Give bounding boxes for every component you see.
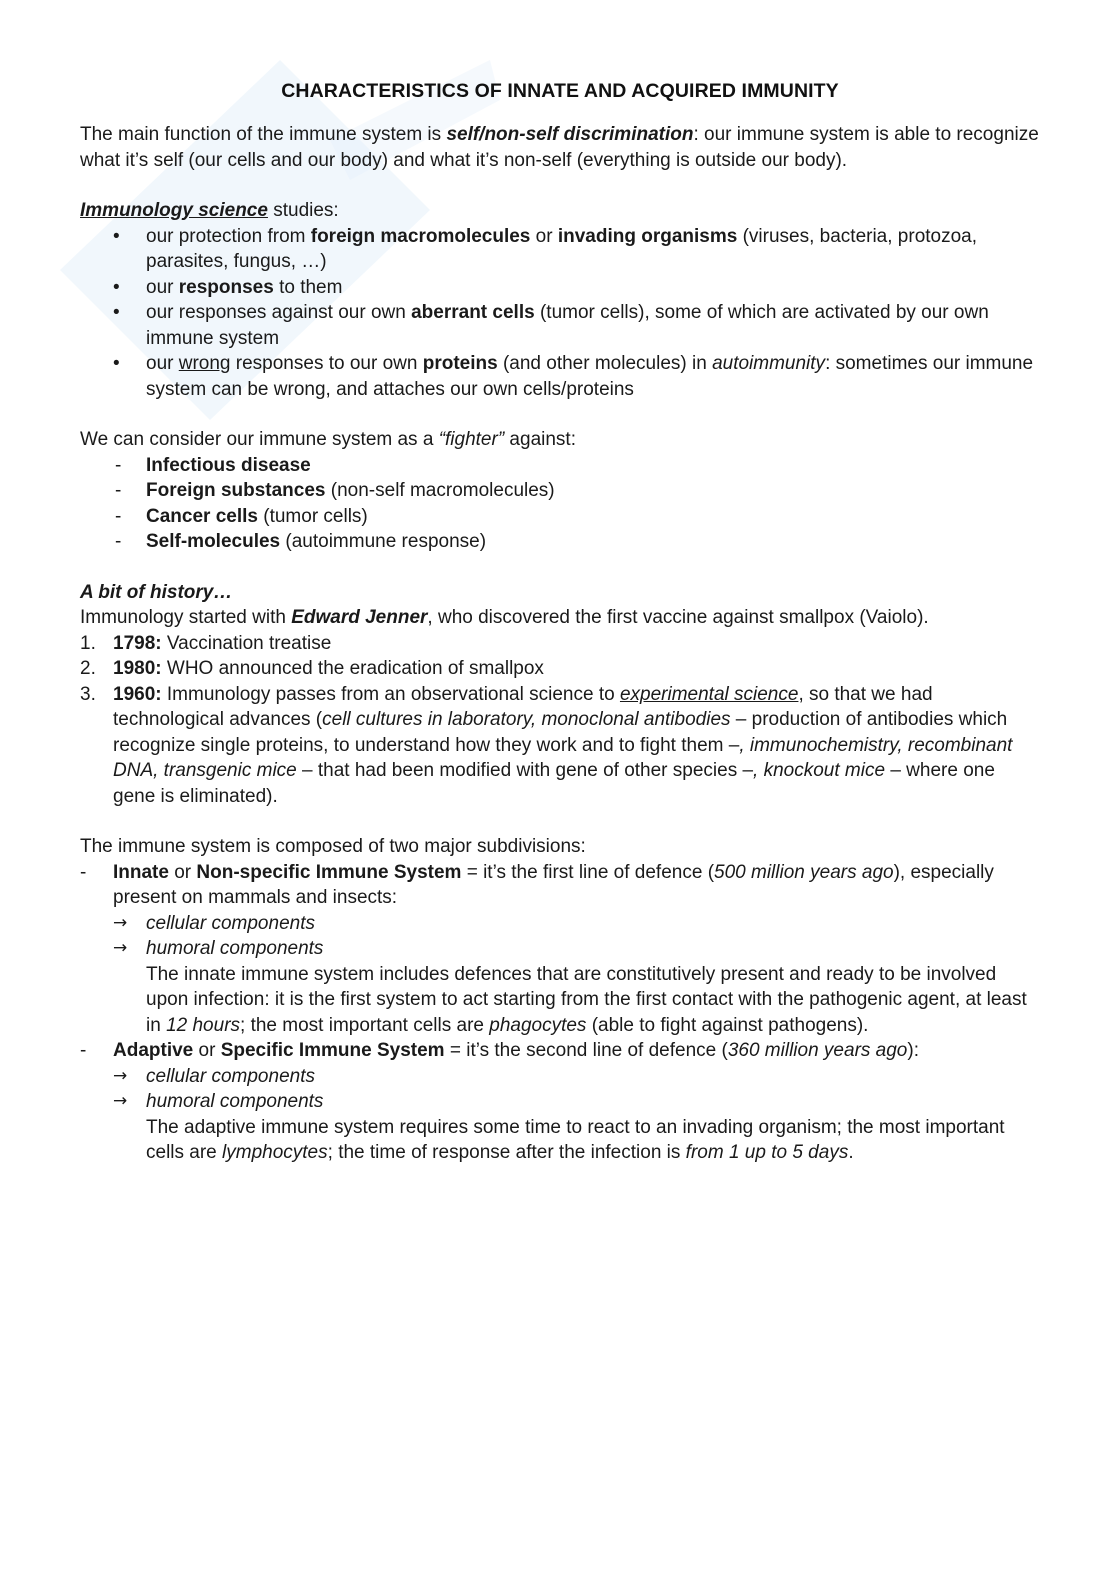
fighter-text-2: against: <box>504 429 576 450</box>
item-text: our <box>146 276 179 298</box>
item-bold: proteins <box>422 353 498 374</box>
innate-cellular <box>113 911 1040 937</box>
item-text: or <box>530 225 558 247</box>
number-marker: 1. <box>80 632 96 654</box>
item-italic-underline: experimental science <box>619 683 799 705</box>
system-intro: The immune system is composed of two major subdivisions: <box>80 836 586 857</box>
item-text: , so that we had technological advances ( <box>113 683 933 730</box>
dash-marker: - <box>80 1040 87 1061</box>
item-text: (non-self macromolecules) <box>325 480 555 501</box>
innate-label: Innate <box>113 861 169 883</box>
item-text: WHO announced the eradication of smallpox <box>161 658 544 679</box>
item-bold: aberrant cells <box>411 302 535 323</box>
item-text: (tumor cells) <box>257 505 368 527</box>
item-text: – that had been modified with gene of other species – <box>296 760 754 781</box>
item-text: = it’s the first line of defence ( <box>461 861 715 883</box>
innate-humoral <box>113 936 1040 962</box>
item-text: our responses against our own <box>146 302 412 323</box>
dash-marker: - <box>115 454 122 476</box>
item-text: The adaptive immune system requires some time to react to an invading organism; the most important cells are <box>146 1116 1005 1163</box>
item-bold: foreign macromolecules <box>310 225 531 247</box>
history-text-2: , who discovered the first vaccine against smallpox (Vaiolo). <box>427 607 929 628</box>
history-emphasis: Edward Jenner <box>291 607 428 628</box>
component-label: cellular components <box>146 1065 315 1087</box>
system-list <box>80 860 1040 1166</box>
arrow-icon: → <box>113 912 128 933</box>
item-text: or <box>168 861 197 883</box>
fighter-text-1: We can consider our immune system as a <box>80 429 439 450</box>
component-label: humoral components <box>146 1091 324 1112</box>
dash-marker: - <box>115 505 122 527</box>
item-text: (viruses, bacteria, protozoa, parasites, fungus, …) <box>146 225 978 272</box>
item-bold: responses <box>178 276 274 298</box>
adaptive-label: Adaptive <box>113 1040 194 1061</box>
history-list <box>80 631 1040 810</box>
list-item <box>80 224 1040 275</box>
list-item <box>80 631 1040 657</box>
adaptive-cellular <box>113 1064 1040 1090</box>
fighter-italic: “fighter” <box>438 429 505 450</box>
item-text: = it’s the second line of defence ( <box>444 1040 728 1061</box>
item-text: Immunology passes from an observational science to <box>161 683 620 705</box>
adaptive-description <box>113 1115 1040 1166</box>
bullet-marker: • <box>113 225 120 247</box>
item-text: to them <box>273 276 343 298</box>
item-text: responses to our own <box>230 353 423 374</box>
intro-text-2: : our immune system is able to recognize what it’s self (our cells and our body) and what it’s non-self (everything is outside our body). <box>80 124 1039 171</box>
item-italic: cell cultures in laboratory, monoclonal antibodies <box>322 709 731 730</box>
science-list <box>80 224 1040 403</box>
adaptive-humoral <box>113 1089 1040 1115</box>
science-heading-rest: studies: <box>267 200 339 221</box>
innate-item <box>80 860 1040 1039</box>
page-title: CHARACTERISTICS OF INNATE AND ACQUIRED IMMUNITY <box>281 80 839 102</box>
number-marker: 3. <box>80 683 96 705</box>
item-text: ; the most important cells are <box>240 1014 490 1036</box>
item-text: (able to fight against pathogens). <box>586 1014 869 1036</box>
item-bold: invading organisms <box>557 225 738 247</box>
item-text: our <box>146 353 179 374</box>
science-heading <box>80 198 1040 224</box>
arrow-icon: → <box>113 1065 128 1086</box>
adaptive-item <box>80 1038 1040 1166</box>
adaptive-label-2: Specific Immune System <box>220 1040 445 1061</box>
fighter-intro <box>80 427 1040 453</box>
item-text: . <box>848 1142 854 1163</box>
list-item <box>80 275 1040 301</box>
item-text: – production of antibodies which recognize single proteins, to understand how they work and to fight them – <box>113 709 1008 756</box>
history-text-1: Immunology started with <box>80 607 292 628</box>
year-label: 1980: <box>113 658 162 679</box>
year-label: 1960: <box>113 683 162 705</box>
item-text: or <box>193 1040 221 1061</box>
item-italic: lymphocytes <box>222 1142 328 1163</box>
item-italic: , knockout mice <box>753 760 886 781</box>
list-item <box>80 529 1040 555</box>
bullet-marker: • <box>113 353 120 374</box>
item-text: (autoimmune response) <box>280 531 487 552</box>
item-bold: Self-molecules <box>146 531 281 552</box>
item-bold: Cancer cells <box>146 505 258 527</box>
item-italic: 500 million years ago <box>714 861 894 883</box>
item-text: – where one gene is eliminated). <box>113 760 995 807</box>
item-italic: , immunochemistry, recombinant DNA, transgenic mice <box>113 734 1013 781</box>
dash-marker: - <box>115 480 122 501</box>
intro-paragraph <box>80 122 1040 173</box>
dash-marker: - <box>115 531 122 552</box>
item-text: ), especially present on mammals and insects: <box>113 861 994 908</box>
component-label: cellular components <box>146 912 315 934</box>
arrow-icon: → <box>113 1091 128 1111</box>
number-marker: 2. <box>80 658 96 679</box>
innate-description <box>113 962 1040 1039</box>
item-text: : sometimes our immune system can be wrong, and attaches our own cells/proteins <box>146 353 1034 400</box>
intro-emphasis: self/non-self discrimination <box>446 124 694 145</box>
innate-label-2: Non-specific Immune System <box>196 861 462 883</box>
science-heading-label: Immunology science <box>80 200 268 221</box>
item-text: (tumor cells), some of which are activated by our own immune system <box>146 302 989 349</box>
list-item <box>80 478 1040 504</box>
bullet-marker: • <box>113 276 120 298</box>
year-label: 1798: <box>113 632 162 654</box>
item-italic: phagocytes <box>489 1014 587 1036</box>
intro-text-1: The main function of the immune system is <box>80 124 447 145</box>
component-label: humoral components <box>146 938 324 959</box>
list-item <box>80 453 1040 479</box>
item-text: Vaccination treatise <box>161 632 332 654</box>
dash-marker: - <box>80 861 87 883</box>
item-text: (and other molecules) in <box>497 353 713 374</box>
item-italic: autoimmunity <box>712 353 826 374</box>
item-bold: Foreign substances <box>146 480 326 501</box>
item-text: ): <box>907 1040 919 1061</box>
list-item <box>80 656 1040 682</box>
item-text: The innate immune system includes defences that are constitutively present and ready to be involved upon infection: it is the first system to act starting from the first contact with the pathogenic agent, at least in <box>146 963 1027 1036</box>
item-italic: from 1 up to 5 days <box>685 1142 849 1163</box>
item-italic: 360 million years ago <box>727 1040 908 1061</box>
history-heading: A bit of history… <box>80 581 233 603</box>
bullet-marker: • <box>113 302 120 323</box>
list-item <box>80 504 1040 530</box>
item-italic: 12 hours <box>166 1014 241 1036</box>
arrow-icon: → <box>113 938 128 958</box>
list-item <box>80 351 1040 402</box>
fighter-list <box>80 453 1040 555</box>
item-bold: Infectious disease <box>146 454 311 476</box>
item-text: our protection from <box>146 225 311 247</box>
item-underline: wrong <box>178 353 231 374</box>
list-item <box>80 300 1040 351</box>
item-text: ; the time of response after the infection is <box>327 1142 686 1163</box>
list-item <box>80 682 1040 810</box>
document-page <box>80 78 1040 1166</box>
history-intro <box>80 605 1040 631</box>
